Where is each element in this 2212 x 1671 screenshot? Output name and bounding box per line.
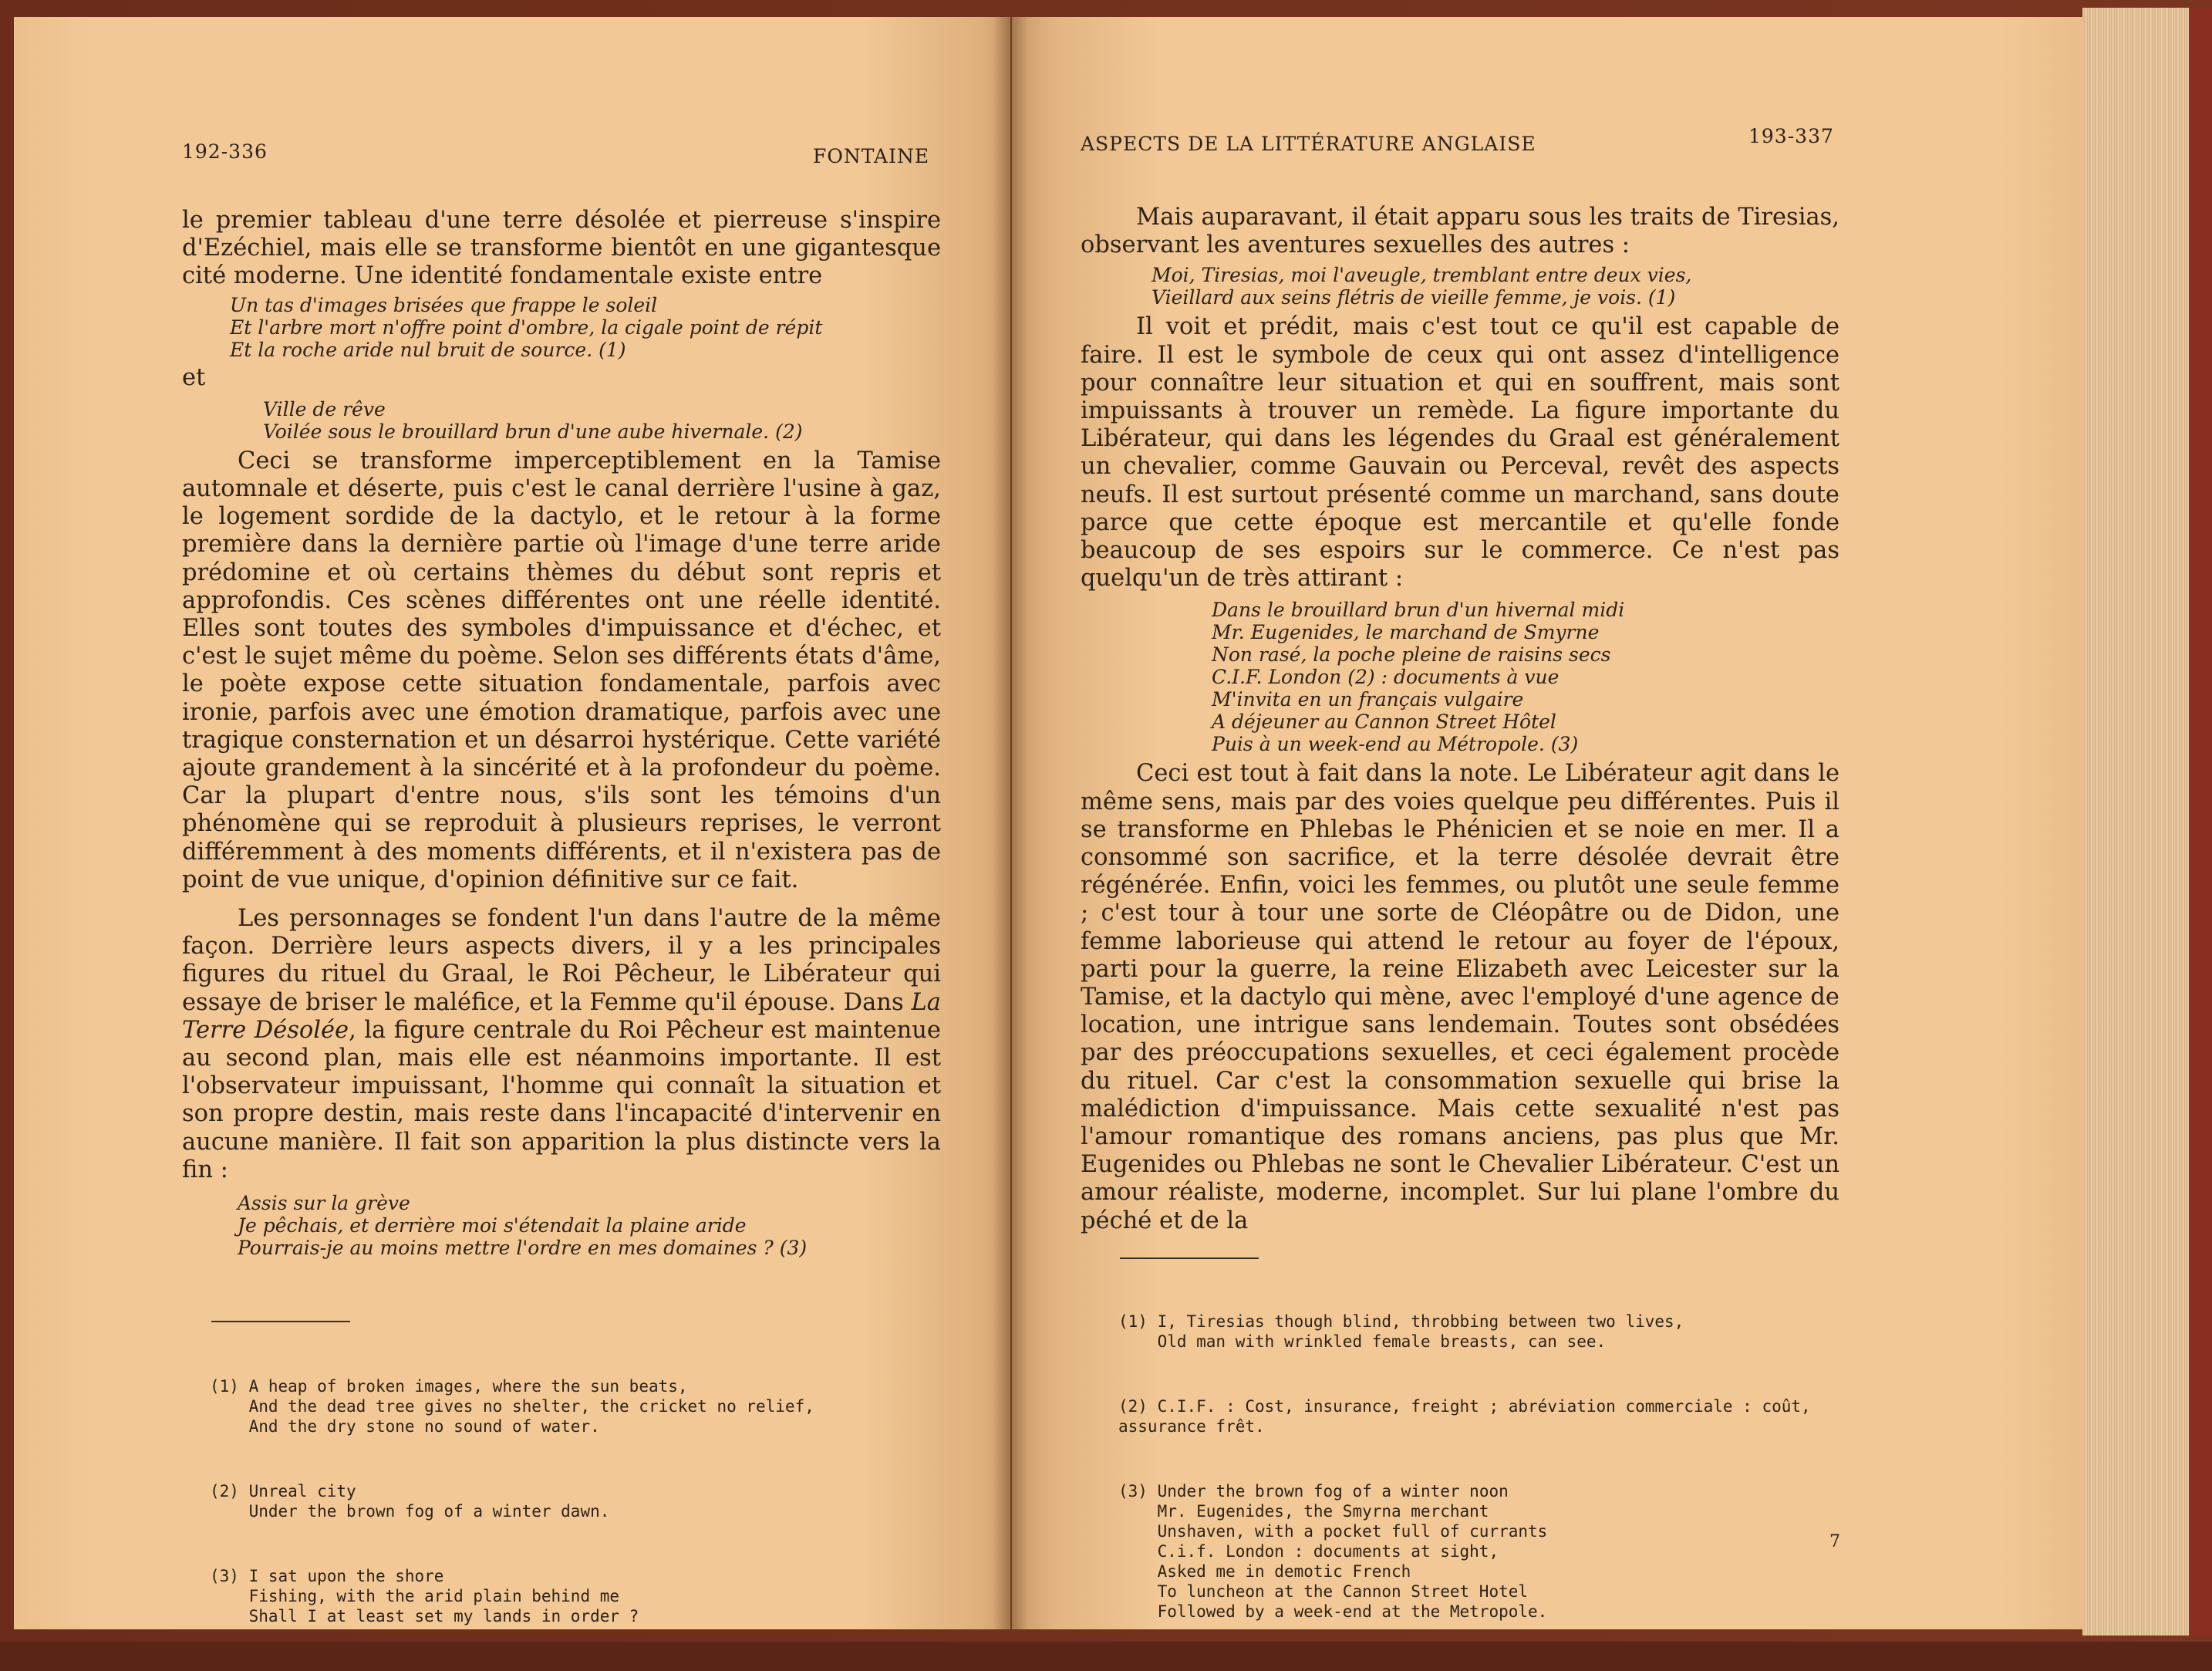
verse-line: Dans le brouillard brun d'un hivernal midi [1212,599,1625,622]
left-page-number: 192-336 [182,140,268,163]
right-footnotes [1118,1271,1811,1666]
right-running-head: ASPECTS DE LA LITTÉRATURE ANGLAISE [1081,133,1536,155]
left-verse-1 [230,294,941,361]
verse-line: Non rasé, la poche pleine de raisins secs [1212,643,1611,667]
verse-line: Mr. Eugenides, le marchand de Smyrne [1212,621,1600,644]
right-paragraph-1: Mais auparavant, il était apparu sous les traits de Tiresias, observant les aventures sexuelles des autres : [1081,204,1839,259]
left-paragraph-1: le premier tableau d'une terre désolée et pierreuse s'inspire d'Ezéchiel, mais elle se transforme bientôt en une gigantesque cité moderne. Une identité fondamentale existe entre [182,207,941,290]
left-page [14,17,1010,1629]
left-paragraph-3-b: , la figure centrale du Roi Pêcheur est maintenue au second plan, mais elle est néanmoins importante. Il est l'observateur impuissant, l'homme qui connaît la situation et son propre destin, mais reste dans l'incapacité d'intervenir en aucune manière. Il fait son apparition la plus distincte vers la fin : [182,1016,941,1183]
verse-line: Vieillard aux seins flétris de vieille femme, je vois. (1) [1152,286,1676,309]
left-footnote-1: (1) A heap of broken images, where the sun beats, And the dead tree gives no shelter, the cricket no relief, And the dry stone no sound of water. [210,1377,814,1436]
left-verse-2 [263,398,941,443]
left-paragraph-2: Ceci se transforme imperceptiblement en la Tamise automnale et déserte, puis c'est le canal derrière l'usine à gaz, le logement sordide de la dactylo, et le retour à la forme première dans la dernière partie où l'image d'une terre aride prédomine et où certains thèmes du début sont repris et approfondis. Ces scènes différentes ont une réelle identité. Elles sont toutes des symboles d'impuissance et d'échec, et c'est le sujet même du poème. Selon ses différents états d'âme, le poète expose cette situation fondamentale, parfois avec ironie, parfois avec une émotion dramatique, parfois avec une tragique consternation et un désarroi hystérique. Cette variété ajoute grandement à la sincérité et à la profondeur du poème. Car la plupart d'entre nous, s'ils sont les témoins d'un phénomène qui se reproduit à plusieurs reprises, le verront différemment à des moments différents, et il n'existera pas de point de vue unique, d'opinion définitive sur ce fait. [182,447,941,893]
left-footnote-2: (2) Unreal city Under the brown fog of a winter dawn. [210,1482,610,1521]
verse-line: C.I.F. London (2) : documents à vue [1212,666,1560,689]
verse-line: Et la roche aride nul bruit de source. (1) [230,338,626,361]
verse-line: Moi, Tiresias, moi l'aveugle, tremblant entre deux vies, [1152,264,1692,287]
page-edges [2082,8,2212,1636]
right-footnote-2: (2) C.I.F. : Cost, insurance, freight ; abréviation commerciale : coût, assurance frêt. [1118,1397,1811,1436]
verse-line: Ville de rêve [263,397,386,420]
right-footnote-1: (1) I, Tiresias though blind, throbbing between two lives, Old man with wrinkled female breasts, can see. [1118,1312,1684,1351]
right-page [1012,17,2084,1629]
book-cover-edge [2189,8,2212,1636]
left-et: et [182,363,206,391]
signature-mark: 7 [1829,1532,1840,1551]
right-footnote-rule [1120,1257,1259,1259]
left-footnote-rule [211,1321,350,1322]
book-gutter [993,17,1027,1629]
verse-line: Pourrais-je au moins mettre l'ordre en mes domaines ? (3) [238,1237,808,1260]
right-paragraph-3: Ceci est tout à fait dans la note. Le Libérateur agit dans le même sens, mais par des voies quelque peu différentes. Puis il se transforme en Phlebas le Phénicien et se noie en mer. Il a consommé son sacrifice, et la terre désolée devrait être régénérée. Enfin, voici les femmes, ou plutôt une seule femme ; c'est tour à tour une sorte de Cléopâtre ou de Didon, une femme laborieuse qui attend le retour au foyer de l'époux, parti pour la guerre, la reine Elizabeth avec Leicester sur la Tamise, et la dactylo qui mène, avec l'employé d'une agence de location, une intrigue sans lendemain. Toutes sont obsédées par des préoccupations sexuelles, et ceci également procède du rituel. Car c'est la consommation sexuelle qui brise la malédiction d'impuissance. Mais cette sexualité n'est pas l'amour romantique des romans anciens, pas plus que Mr. Eugenides ou Phlebas ne sont le Chevalier Libérateur. C'est un amour réaliste, moderne, incomplet. Sur lui plane l'ombre du péché et de la [1081,760,1839,1234]
right-footnote-3: (3) Under the brown fog of a winter noon Mr. Eugenides, the Smyrna merchant Unshaven, with a pocket full of currants C.i.f. London : documents at sight, Asked me in demotic French To luncheon at the Cannon Street Hotel Followed by a week-end at the Metropole. [1118,1482,1548,1621]
right-body-text [1081,204,1839,1235]
verse-line: Je pêchais, et derrière moi s'étendait la plaine aride [238,1214,747,1237]
verse-line: Puis à un week-end au Métropole. (3) [1212,733,1579,756]
verse-line: M'invita en un français vulgaire [1212,688,1524,711]
verse-line: Assis sur la grève [238,1192,410,1215]
verse-line: Un tas d'images brisées que frappe le soleil [230,293,658,316]
right-page-number: 193-337 [1748,125,1834,147]
verse-line: Voilée sous le brouillard brun d'une aube hivernale. (2) [263,420,803,443]
left-paragraph-3-a: Les personnages se fondent l'un dans l'autre de la même façon. Derrière leurs aspects divers, il y a les principales figures du rituel du Graal, le Roi Pêcheur, le Libérateur qui essaye de briser le maléfice, et la Femme qu'il épouse. Dans [182,905,941,1016]
right-verse-1 [1152,264,1839,309]
left-verse-3 [238,1192,941,1259]
left-footnotes [210,1336,814,1671]
left-book-title: La Terre Désolée [182,988,941,1044]
left-body-text [182,207,941,1259]
verse-line: A déjeuner au Cannon Street Hôtel [1212,711,1556,734]
verse-line: Et l'arbre mort n'offre point d'ombre, la cigale point de répit [230,316,823,339]
right-verse-2 [1212,599,1839,755]
left-footnote-3: (3) I sat upon the shore Fishing, with the arid plain behind me Shall I at least set my lands in order ? [210,1567,639,1625]
left-running-head: FONTAINE [813,145,930,167]
left-paragraph-3 [182,905,941,1184]
right-paragraph-2: Il voit et prédit, mais c'est tout ce qu'il est capable de faire. Il est le symbole de ceux qui ont assez d'intelligence pour connaître leur situation et qui en souffrent, mais sont impuissants à trouver un remède. La figure importante du Libérateur, qui dans les légendes du Graal est généralement un chevalier, comme Gauvain ou Perceval, revêt des aspects neufs. Il est surtout présenté comme un marchand, sans doute parce que cette époque est mercantile et qu'elle fonde beaucoup de ses espoirs sur le commerce. Ce n'est pas quelqu'un de très attirant : [1081,313,1839,592]
